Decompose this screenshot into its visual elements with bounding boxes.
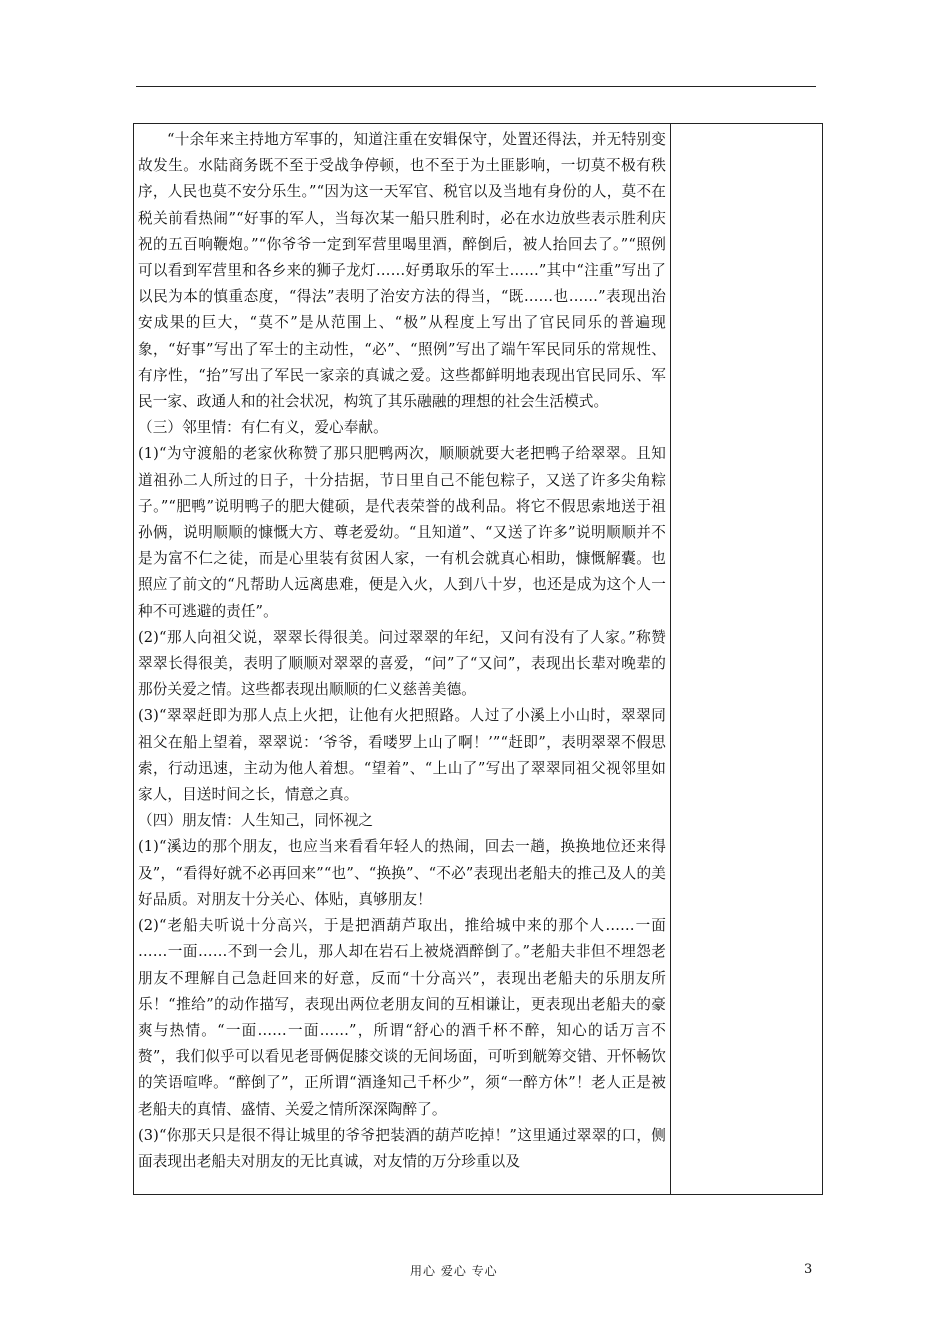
paragraph-neighbor-2: (2)“那人向祖父说，翠翠长得很美。问过翠翠的年纪，又问有没有了人家。”称赞翠翠长得很美，表明了顺顺对翠翠的喜爱，“问”了“又问”，表现出长辈对晚辈的那份关爱之情。这些都表现出顺顺的仁义慈善美德。 bbox=[138, 628, 666, 699]
footer-text: 用心 爱心 专心 bbox=[410, 1264, 498, 1278]
notes-cell bbox=[671, 124, 822, 1194]
header-rule bbox=[136, 86, 816, 87]
paragraph-friendship-2: (2)“老船夫听说十分高兴，于是把酒葫芦取出，推给城中来的那个人……一面 ……一面……不到一会儿，那人却在岩石上被烧酒醉倒了。”老船夫非但不埋怨老朋友不理解自己急赶回来的好意，反而“十分高兴”，表现出老船夫的乐朋友所乐！“推给”的动作描写，表现出两位老朋友间的互相谦让，更表现出老船夫的豪爽与热情。“一面……一面……”，所谓“舒心的酒千杯不醉，知心的话万言不赘”，我们似乎可以看见老哥俩促膝交谈的无间场面，可听到觥筹交错、开怀畅饮的笑语喧哗。“醉倒了”，正所谓“酒逢知己千杯少”，须“一醉方休”！老人正是被老船夫的真情、盛情、关爱之情所深深陶醉了。 bbox=[138, 917, 666, 1118]
paragraph-neighbor-3: (3)“翠翠赶即为那人点上火把，让他有火把照路。人过了小溪上小山时，翠翠同祖父在船上望着，翠翠说：‘爷爷，看喽罗上山了啊！’”“赶即”，表明翠翠不假思索，行动迅速，主动为他人着想。“望着”、“上山了”写出了翠翠同祖父视邻里如家人，目送时间之长，情意之真。 bbox=[138, 707, 666, 804]
heading-neighbor-love: （三）邻里情：有仁有义，爱心奉献。 bbox=[138, 419, 388, 437]
paragraph-friendship-3: (3)“你那天只是很不得让城里的爷爷把装酒的葫芦吃掉！”这里通过翠翠的口，侧面表现出老船夫对朋友的无比真诚，对友情的万分珍重以及 bbox=[138, 1126, 666, 1170]
heading-friendship: （四）朋友情：人生知己，同怀视之 bbox=[138, 812, 374, 830]
main-text-cell bbox=[138, 127, 666, 1175]
paragraph-social-harmony: “十余年来主持地方军事的，知道注重在安辑保守，处置还得法，并无特别变故发生。水陆商务既不至于受战争停顿，也不至于为土匪影响，一切莫不极有秩序，人民也莫不安分乐生。”“因为这一天军官、税官以及当地有身份的人，莫不在税关前看热闹”“好事的军人，当每次某一船只胜利时，必在水边放些表示胜利庆祝的五百响鞭炮。”“你爷爷一定到军营里喝里酒，醉倒后，被人抬回去了。”“照例可以看到军营里和各乡来的狮子龙灯……好勇取乐的军士……”其中“注重”写出了以民为本的慎重态度，“得法”表明了治安方法的得当，“既……也……”表现出治安成果的巨大，“莫不”是从范围上、“极”从程度上写出了官民同乐的普遍现象，“好事”写出了军士的主动性，“必”、“照例”写出了端午军民同乐的常规性、有序性，“抬”写出了军民一家亲的真诚之爱。这些都鲜明地表现出官民同乐、军民一家、政通人和的社会状况，构筑了其乐融融的理想的社会生活模式。 bbox=[138, 131, 666, 411]
page-number: 3 bbox=[804, 1262, 813, 1277]
paragraph-friendship-1: (1)“溪边的那个朋友，也应当来看看年轻人的热闹，回去一趟，换换地位还来得及”，“看得好就不必再回来”“也”、“换换”、“不必”表现出老船夫的推己及人的美好品质。对朋友十分关心、体贴，真够朋友！ bbox=[138, 838, 666, 908]
page-footer bbox=[0, 1262, 950, 1282]
paragraph-neighbor-1: (1)“为守渡船的老家伙称赞了那只肥鸭两次，顺顺就要大老把鸭子给翠翠。且知道祖孙二人所过的日子，十分拮据，节日里自己不能包粽子，又送了许多尖角粽子。”“肥鸭”说明鸭子的肥大健硕，是代表荣誉的战利品。将它不假思索地送于祖孙俩，说明顺顺的慷慨大方、尊老爱幼。“且知道”、“又送了许多”说明顺顺并不是为富不仁之徒，而是心里装有贫困人家，一有机会就真心相助，慷慨解囊。也照应了前文的“凡帮助人远离患难，便是入火，人到八十岁，也还是成为这个人一种不可逃避的责任”。 bbox=[138, 445, 666, 620]
content-table bbox=[133, 123, 823, 1195]
